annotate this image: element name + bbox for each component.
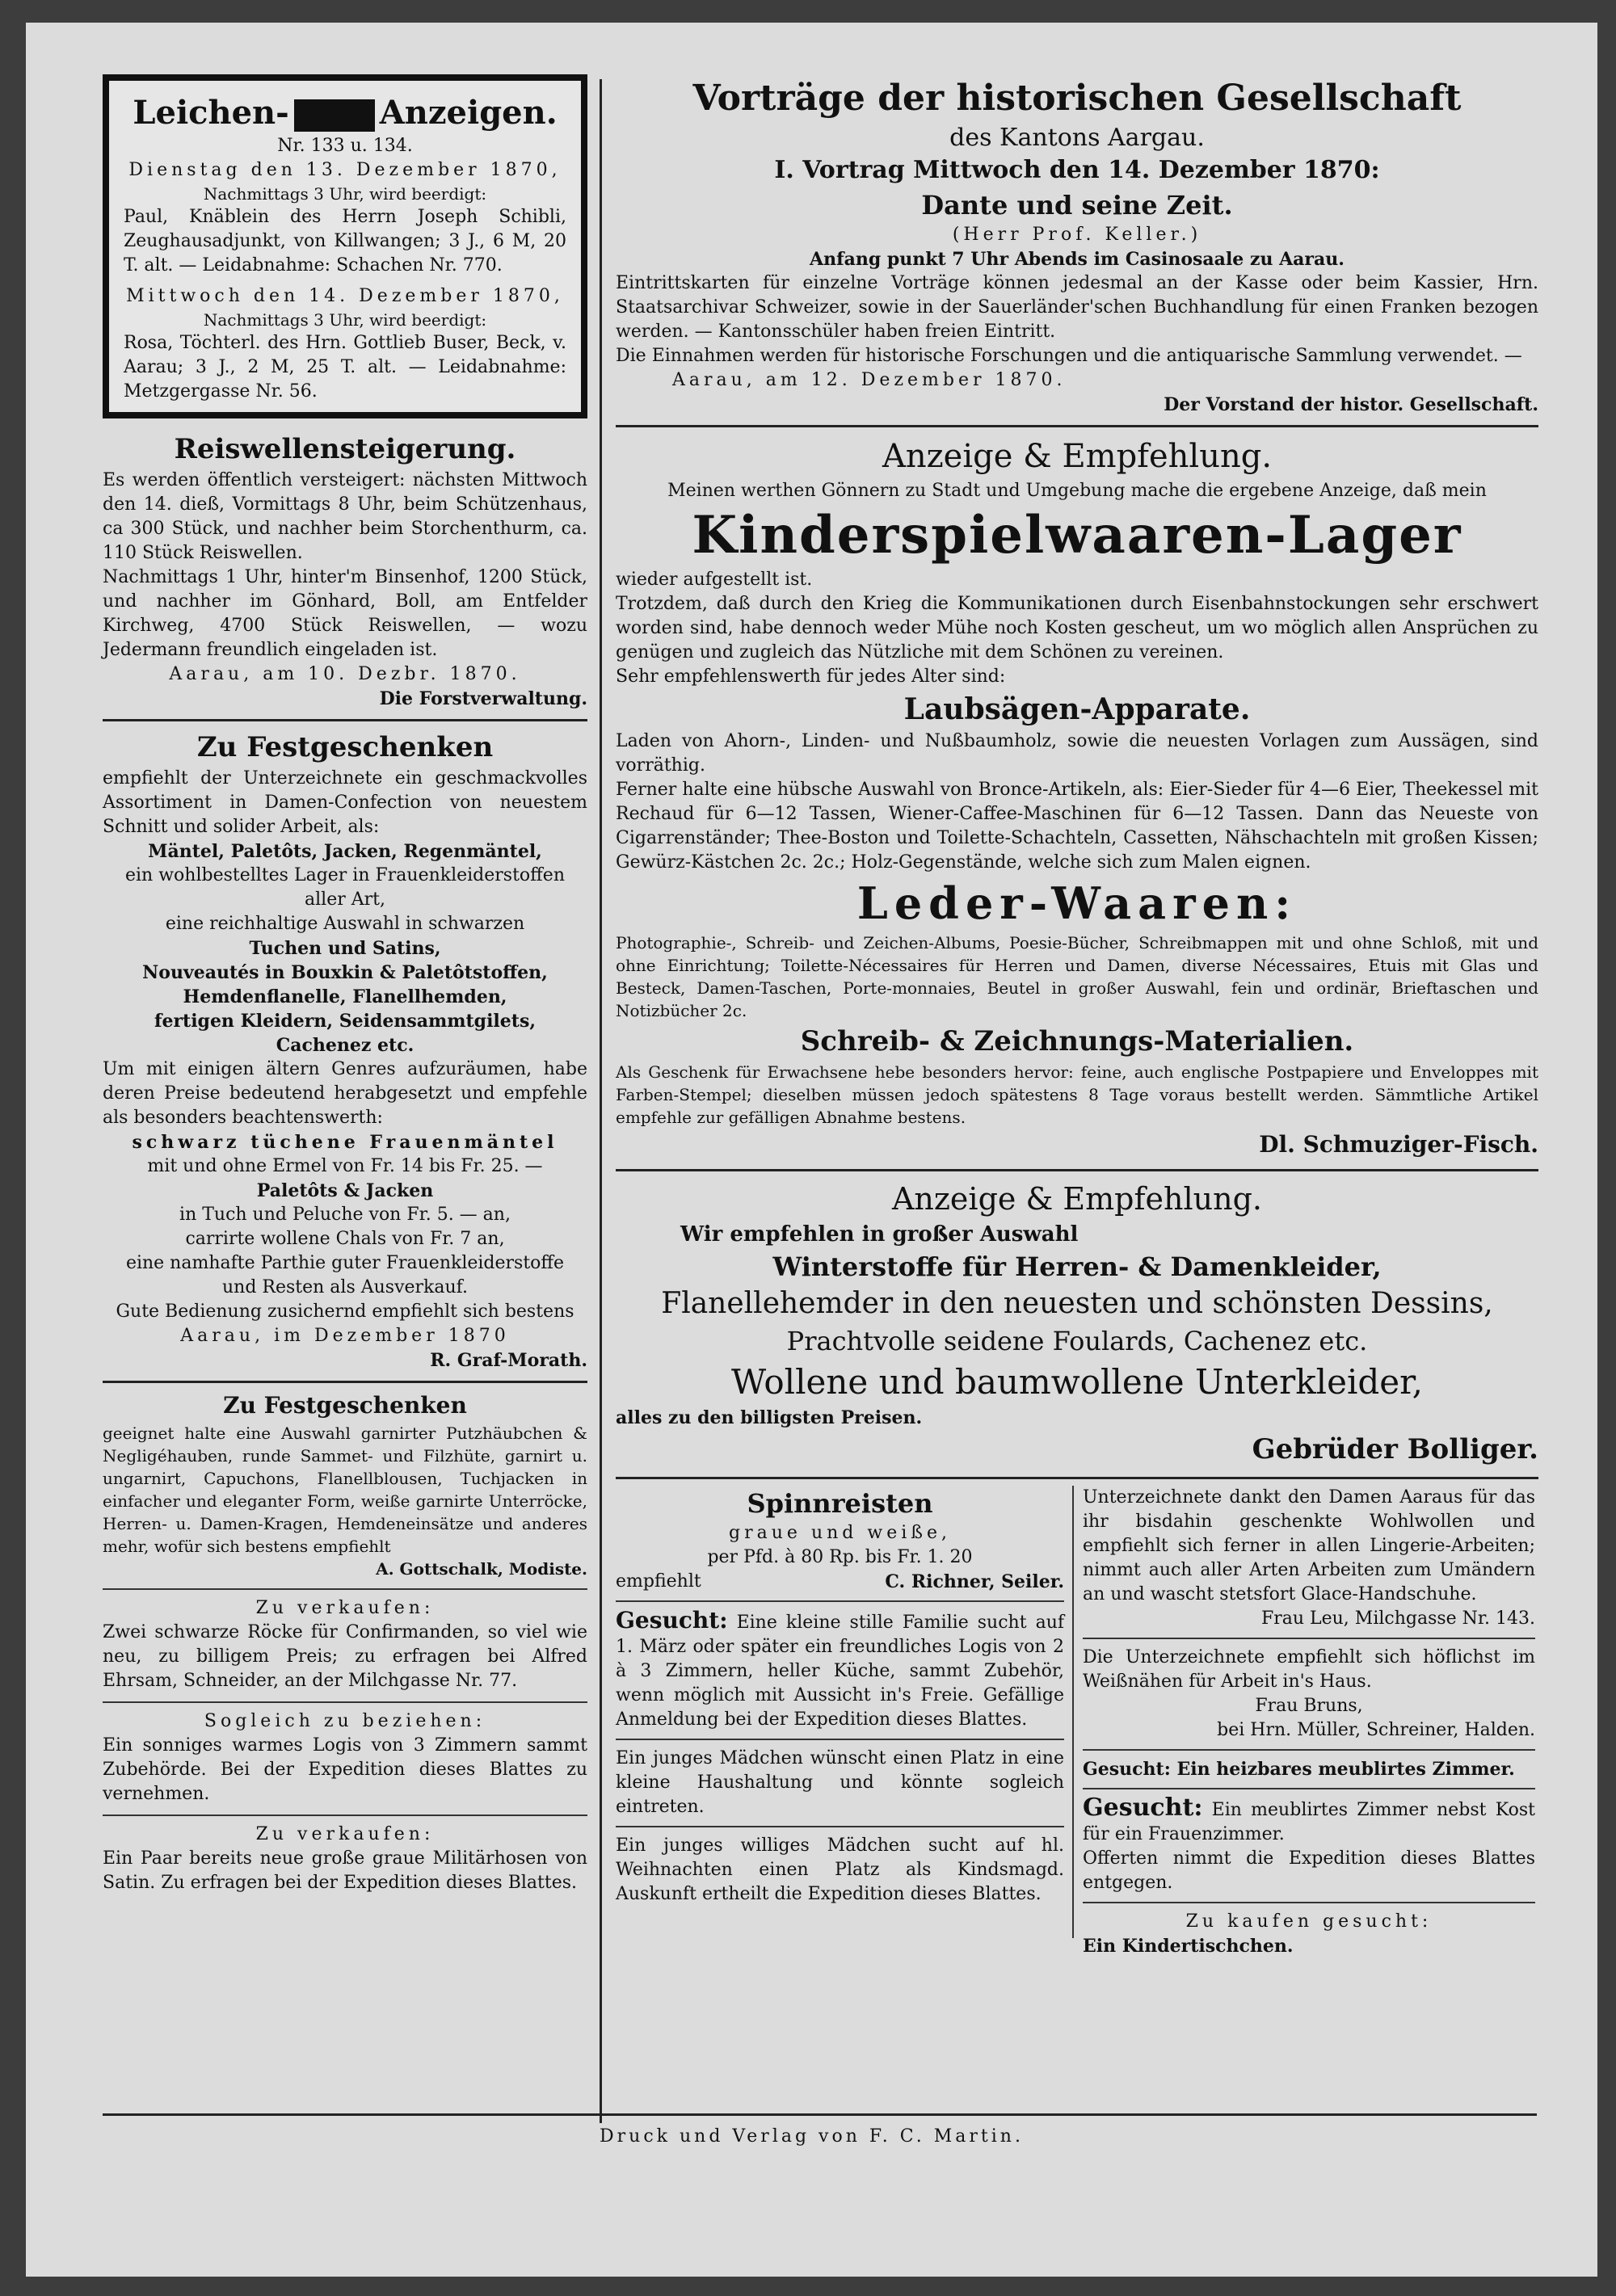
- reiswellen-body2: Nachmittags 1 Uhr, hinter'm Binsenhof, 1200 Stück, und nachher im Gönhard, Boll, am Entfelder Kirchweg, 4700 Stück Reiswellen, — wozu Jedermann freundlich eingeladen ist.: [103, 567, 587, 660]
- notice2-date: Mittwoch den 14. Dezember 1870,: [126, 286, 564, 306]
- leu-sign: Frau Leu, Milchgasse Nr. 143.: [1260, 1608, 1535, 1629]
- fg1-l13: in Tuch und Peluche von Fr. 5. — an,: [179, 1205, 511, 1225]
- bolliger-sign: Gebrüder Bolliger.: [1252, 1433, 1538, 1465]
- gesucht3: Gesucht: Ein meublirtes Zimmer nebst Kost für ein Frauenzimmer.: [1083, 1793, 1535, 1844]
- fg1-l5: Tuchen und Satins,: [249, 938, 441, 959]
- divider: [103, 1815, 587, 1816]
- kinderspiel-p6: Photographie-, Schreib- und Zeichen-Albums, Poesie-Bücher, Schreibmappen mit und ohne Schloß, mit und ohne Einrichtung; Toilette-Nécessaires für Herren und Damen, diverse Nécessaires, Etuis mit Glas und Besteck, Damen-Taschen, Porte-monnaies, Beutel in großer Auswahl, fein und ordinär, Brieftaschen und Notizbücher 2c.: [616, 933, 1538, 1020]
- kinderspiel-p1: wieder aufgestellt ist.: [616, 570, 813, 590]
- divider: [616, 425, 1538, 427]
- fg1-l8: fertigen Kleidern, Seidensammtgilets,: [154, 1011, 536, 1032]
- fg1-l15: eine namhafte Parthie guter Frauenkleiderstoffe: [125, 1253, 565, 1273]
- divider: [1083, 1638, 1535, 1639]
- notice2-text: Rosa, Töchterl. des Hrn. Gottlieb Buser, Beck, v. Aarau; 3 J., 2 M, 25 T. alt. — Leidabnahme: Metzgergasse Nr. 56.: [124, 333, 566, 402]
- death-notices-box: [103, 74, 587, 418]
- bolliger-l6: alles zu den billigsten Preisen.: [616, 1407, 923, 1428]
- verkauf1-body: Zwei schwarze Röcke für Confirmanden, so viel wie neu, zu billigem Preis; zu erfragen bei Alfred Ehrsam, Schneider, an der Milchgasse Nr. 77.: [103, 1622, 587, 1691]
- reiswellen-date: Aarau, am 10. Dezbr. 1870.: [169, 664, 521, 684]
- spinnreisten-l1: graue und weiße,: [729, 1523, 951, 1543]
- notice1-text: Paul, Knäblein des Herrn Joseph Schibli, Zeughausadjunkt, von Killwangen; 3 J., 6 M, 20 T. alt. — Leidabnahme: Schachen Nr. 770.: [124, 207, 566, 275]
- verkauf1-title: Zu verkaufen:: [255, 1598, 435, 1618]
- kinderspiel-p3: Sehr empfehlenswerth für jedes Alter sind:: [616, 667, 1006, 687]
- kinderspiel-laub: Laubsägen-Apparate.: [903, 692, 1251, 726]
- fg1-l2: ein wohlbestelltes Lager in Frauenkleiderstoffen: [125, 865, 565, 885]
- vortraege-body2: Die Einnahmen werden für historische Forschungen und die antiquarische Sammlung verwendet. —: [616, 346, 1522, 366]
- spinnreisten-l2: per Pfd. à 80 Rp. bis Fr. 1. 20: [707, 1547, 973, 1567]
- verkauf2-title: Zu verkaufen:: [255, 1824, 435, 1844]
- fg1-date: Aarau, im Dezember 1870: [180, 1326, 510, 1346]
- divider: [616, 1739, 1064, 1740]
- reiswellen-body1: Es werden öffentlich versteigert: nächsten Mittwoch den 14. dieß, Vormittags 8 Uhr, beim Schützenhaus, ca 300 Stück, und nachher beim Storchenthurm, ca. 110 Stück Reiswellen.: [103, 470, 587, 563]
- festgeschenke1-ad: [103, 728, 587, 1373]
- gesucht3-body2: Offerten nimmt die Expedition dieses Blattes entgegen.: [1083, 1848, 1535, 1893]
- fg1-l17: Gute Bedienung zusichernd empfiehlt sich bestens: [116, 1301, 574, 1322]
- divider: [103, 1588, 587, 1590]
- divider: [616, 1600, 1064, 1602]
- fg1-l12: Paletôts & Jacken: [256, 1180, 434, 1201]
- beziehen-ad: [103, 1709, 587, 1806]
- bolliger-ad: [616, 1178, 1538, 1469]
- bolliger-l5: Wollene und baumwollene Unterkleider,: [731, 1362, 1423, 1402]
- beziehen-title: Sogleich zu beziehen:: [204, 1711, 486, 1731]
- festgeschenke2-title: Zu Festgeschenken: [223, 1392, 467, 1419]
- bolliger-l2: Winterstoffe für Herren- & Damenkleider,: [772, 1251, 1382, 1282]
- fg1-l1: Mäntel, Paletôts, Jacken, Regenmäntel,: [148, 841, 542, 862]
- kinderspiel-p2: Trotzdem, daß durch den Krieg die Kommunikationen durch Eisenbahnstockungen sehr erschwert worden sind, habe dennoch weder Mühe noch Kosten gescheut, um wo möglich allen Ansprüchen zu genügen und zugleich das Nützliche mit dem Schönen zu vereinen.: [616, 594, 1538, 662]
- notice1-date: Dienstag den 13. Dezember 1870,: [128, 160, 562, 180]
- fg2-body: geeignet halte eine Auswahl garnirter Putzhäubchen & Negligéhauben, runde Sammet- und Filzhüte, garnirt u. ungarnirt, Capuchons, Flanellblousen, Tuchjacken in einfacher und eleganter Form, weiße garnirte Unterröcke, Herren- u. Damen-Kragen, Hemdeneinsätze und anderes mehr, wofür sich bestens empfiehlt: [103, 1423, 587, 1556]
- vortraege-date: Aarau, am 12. Dezember 1870.: [672, 370, 1067, 390]
- vortraege-topic: Dante und seine Zeit.: [921, 190, 1233, 221]
- small-ads-right: [1083, 1486, 1535, 1958]
- fg2-sign: A. Gottschalk, Modiste.: [376, 1559, 587, 1579]
- fg1-l6: Nouveautés in Bouxkin & Paletôtstoffen,: [142, 962, 548, 983]
- beziehen-body: Ein sonniges warmes Logis von 3 Zimmern sammt Zubehörde. Bei der Expedition dieses Blattes zu vernehmen.: [103, 1735, 587, 1804]
- vortraege-subtitle: des Kantons Aargau.: [949, 124, 1205, 152]
- kinderspiel-p4: Laden von Ahorn-, Linden- und Nußbaumholz, sowie die neuesten Vorlagen zum Aussägen, sind vorräthig.: [616, 731, 1538, 776]
- kinderspiel-leder: Leder-Waaren:: [856, 877, 1298, 929]
- bolliger-l3: Flanellehemder in den neuesten und schönsten Dessins,: [661, 1287, 1493, 1320]
- vortraege-body: Eintrittskarten für einzelne Vorträge können jedesmal an der Kasse oder beim Kassier, Hrn. Staatsarchivar Schweizer, sowie in der Sauerländer'schen Buchhandlung für einen Franken bezogen werden. — Kantonsschüler haben freien Eintritt.: [616, 273, 1538, 342]
- maedchen1: Ein junges Mädchen wünscht einen Platz in eine kleine Haushaltung und könnte sogleich eintreten.: [616, 1748, 1064, 1817]
- kaufen-title: Zu kaufen gesucht:: [1185, 1911, 1433, 1932]
- left-column: [103, 74, 587, 1903]
- fg1-l4: eine reichhaltige Auswahl in schwarzen: [165, 914, 525, 934]
- fg1-l10: schwarz tüchene Frauenmäntel: [132, 1132, 558, 1153]
- verkauf2-body: Ein Paar bereits neue große graue Militärhosen von Satin. Zu erfragen bei der Expedition dieses Blattes.: [103, 1848, 587, 1893]
- spinnreisten-title: Spinnreisten: [747, 1488, 933, 1519]
- vortraege-speaker: (Herr Prof. Keller.): [952, 225, 1202, 245]
- festgeschenke2-ad: [103, 1390, 587, 1580]
- divider: [616, 1477, 1538, 1479]
- imprint-footer: Druck und Verlag von F. C. Martin.: [600, 2126, 1024, 2147]
- vortraege-line1: I. Vortrag Mittwoch den 14. Dezember 1870:: [774, 156, 1380, 184]
- vortraege-ad: [616, 74, 1538, 417]
- divider: [1083, 1749, 1535, 1751]
- small-ads-grid: [616, 1486, 1538, 1957]
- death-notices-title: Leichen- Anzeigen.: [133, 94, 558, 132]
- weissnaehen-addr: bei Hrn. Müller, Schreiner, Halden.: [1217, 1720, 1535, 1740]
- divider: [616, 1169, 1538, 1171]
- kinderspiel-p7: Als Geschenk für Erwachsene hebe besonders hervor: feine, auch englische Postpapiere und Enveloppes mit Farben-Stempel; dieselben müssen jedoch spätestens 8 Tage voraus bestellt werden. Sämmtliche Artikel empfehle zur gefälligen Abnahme bestens.: [616, 1062, 1538, 1127]
- kinderspiel-intro: Meinen werthen Gönnern zu Stadt und Umgebung mache die ergebene Anzeige, daß mein: [667, 481, 1487, 501]
- notice1-time: Nachmittags 3 Uhr, wird beerdigt:: [203, 184, 487, 204]
- kinderspiel-sign: Dl. Schmuziger-Fisch.: [1259, 1131, 1538, 1158]
- fg1-l11: mit und ohne Ermel von Fr. 14 bis Fr. 25. —: [147, 1156, 543, 1176]
- fg1-l3: aller Art,: [305, 889, 385, 910]
- festgeschenke1-title: Zu Festgeschenken: [196, 731, 494, 763]
- weissnaehen-body: Die Unterzeichnete empfiehlt sich höflichst im Weißnähen für Arbeit in's Haus.: [1083, 1647, 1535, 1692]
- vortraege-time: Anfang punkt 7 Uhr Abends im Casinosaale zu Aarau.: [810, 249, 1345, 270]
- right-column: [616, 74, 1538, 1957]
- column-divider: [600, 79, 602, 2123]
- divider: [103, 1381, 587, 1383]
- kinderspiel-schreib: Schreib- & Zeichnungs-Materialien.: [800, 1025, 1354, 1058]
- vortraege-sign: Der Vorstand der histor. Gesellschaft.: [1164, 394, 1538, 415]
- mourning-emblem-icon: [294, 99, 375, 132]
- fg1-p2: Um mit einigen ältern Genres aufzuräumen, habe deren Preise bedeutend herabgesetzt und empfehle als besonders beachtenswerth:: [103, 1059, 587, 1128]
- notice2-time: Nachmittags 3 Uhr, wird beerdigt:: [203, 310, 487, 330]
- fg1-l7: Hemdenflanelle, Flanellhemden,: [183, 986, 507, 1007]
- fg1-sign: R. Graf-Morath.: [430, 1350, 587, 1371]
- kinderspiel-big: Kinderspielwaaren-Lager: [692, 505, 1462, 566]
- inner-column-divider: [1072, 1486, 1074, 1938]
- reiswellen-title: Reiswellensteigerung.: [174, 433, 516, 465]
- spinnreisten-l3: empfiehlt C. Richner, Seiler.: [616, 1571, 1064, 1592]
- gesucht1: Gesucht: Eine kleine stille Familie sucht auf 1. März oder später ein freundliches Logis von 2 à 3 Zimmern, heller Küche, sammt Zubehör, wenn möglich mit Aussicht in's Freie. Gefällige Anmeldung bei der Expedition dieses Blattes.: [616, 1607, 1065, 1730]
- fg1-l16: und Resten als Ausverkauf.: [221, 1277, 469, 1297]
- divider: [103, 719, 587, 721]
- divider: [103, 1701, 587, 1703]
- newspaper-page: [26, 23, 1597, 2277]
- kaufen-body: Ein Kindertischchen.: [1083, 1936, 1294, 1957]
- divider: [1083, 1902, 1535, 1903]
- fg1-intro: empfiehlt der Unterzeichnete ein geschmackvolles Assortiment in Damen-Confection von neuestem Schnitt und solider Arbeit, als:: [103, 768, 587, 837]
- verkauf2-ad: [103, 1823, 587, 1895]
- fg1-l9: Cachenez etc.: [276, 1035, 415, 1056]
- divider: [616, 1826, 1064, 1827]
- gesucht2: Gesucht: Ein heizbares meublirtes Zimmer.: [1083, 1759, 1515, 1780]
- kinderspiel-title: Anzeige & Empfehlung.: [882, 438, 1273, 475]
- small-ads-left: [616, 1486, 1064, 1907]
- kinderspiel-ad: [616, 434, 1538, 1161]
- vortraege-title: Vorträge der historischen Gesellschaft: [692, 78, 1462, 119]
- verkauf1-ad: [103, 1596, 587, 1693]
- bottom-rule: [103, 2113, 1537, 2116]
- bolliger-title: Anzeige & Empfehlung.: [891, 1181, 1262, 1217]
- divider: [1083, 1788, 1535, 1789]
- notice-number: Nr. 133 u. 134.: [277, 136, 413, 156]
- maedchen2: Ein junges williges Mädchen sucht auf hl. Weihnachten einen Platz als Kindsmagd. Auskunft ertheilt die Expedition dieses Blattes.: [616, 1836, 1064, 1904]
- reiswellen-ad: [103, 430, 587, 711]
- fg1-l14: carrirte wollene Chals von Fr. 7 an,: [185, 1229, 505, 1249]
- reiswellen-sign: Die Forstverwaltung.: [379, 688, 587, 709]
- kinderspiel-p5: Ferner halte eine hübsche Auswahl von Bronce-Artikeln, als: Eier-Sieder für 4—6 Eier, Theekessel mit Rechaud für 6—12 Tassen, Wiener-Caffee-Maschinen für 6—12 Tassen. Dann das Neueste von Cigarrenständer; Thee-Boston und Toilette-Schachteln, Cassetten, Nähschachteln mit großen Kissen; Gewürz-Kästchen 2c. 2c.; Holz-Gegenstände, welche sich zum Malen eignen.: [616, 780, 1538, 873]
- leu-body: Unterzeichnete dankt den Damen Aaraus für das ihr bisdahin geschenkte Wohlwollen und empfiehlt sich ferner in allen Lingerie-Arbeiten; nimmt auch aller Arten Arbeiten zum Umändern an und wascht stetsfort Glace-Handschuhe.: [1083, 1487, 1535, 1604]
- bolliger-l1: Wir empfehlen in großer Auswahl: [680, 1222, 1079, 1247]
- weissnaehen-name: Frau Bruns,: [1255, 1696, 1363, 1716]
- bolliger-l4: Prachtvolle seidene Foulards, Cachenez etc.: [786, 1326, 1368, 1356]
